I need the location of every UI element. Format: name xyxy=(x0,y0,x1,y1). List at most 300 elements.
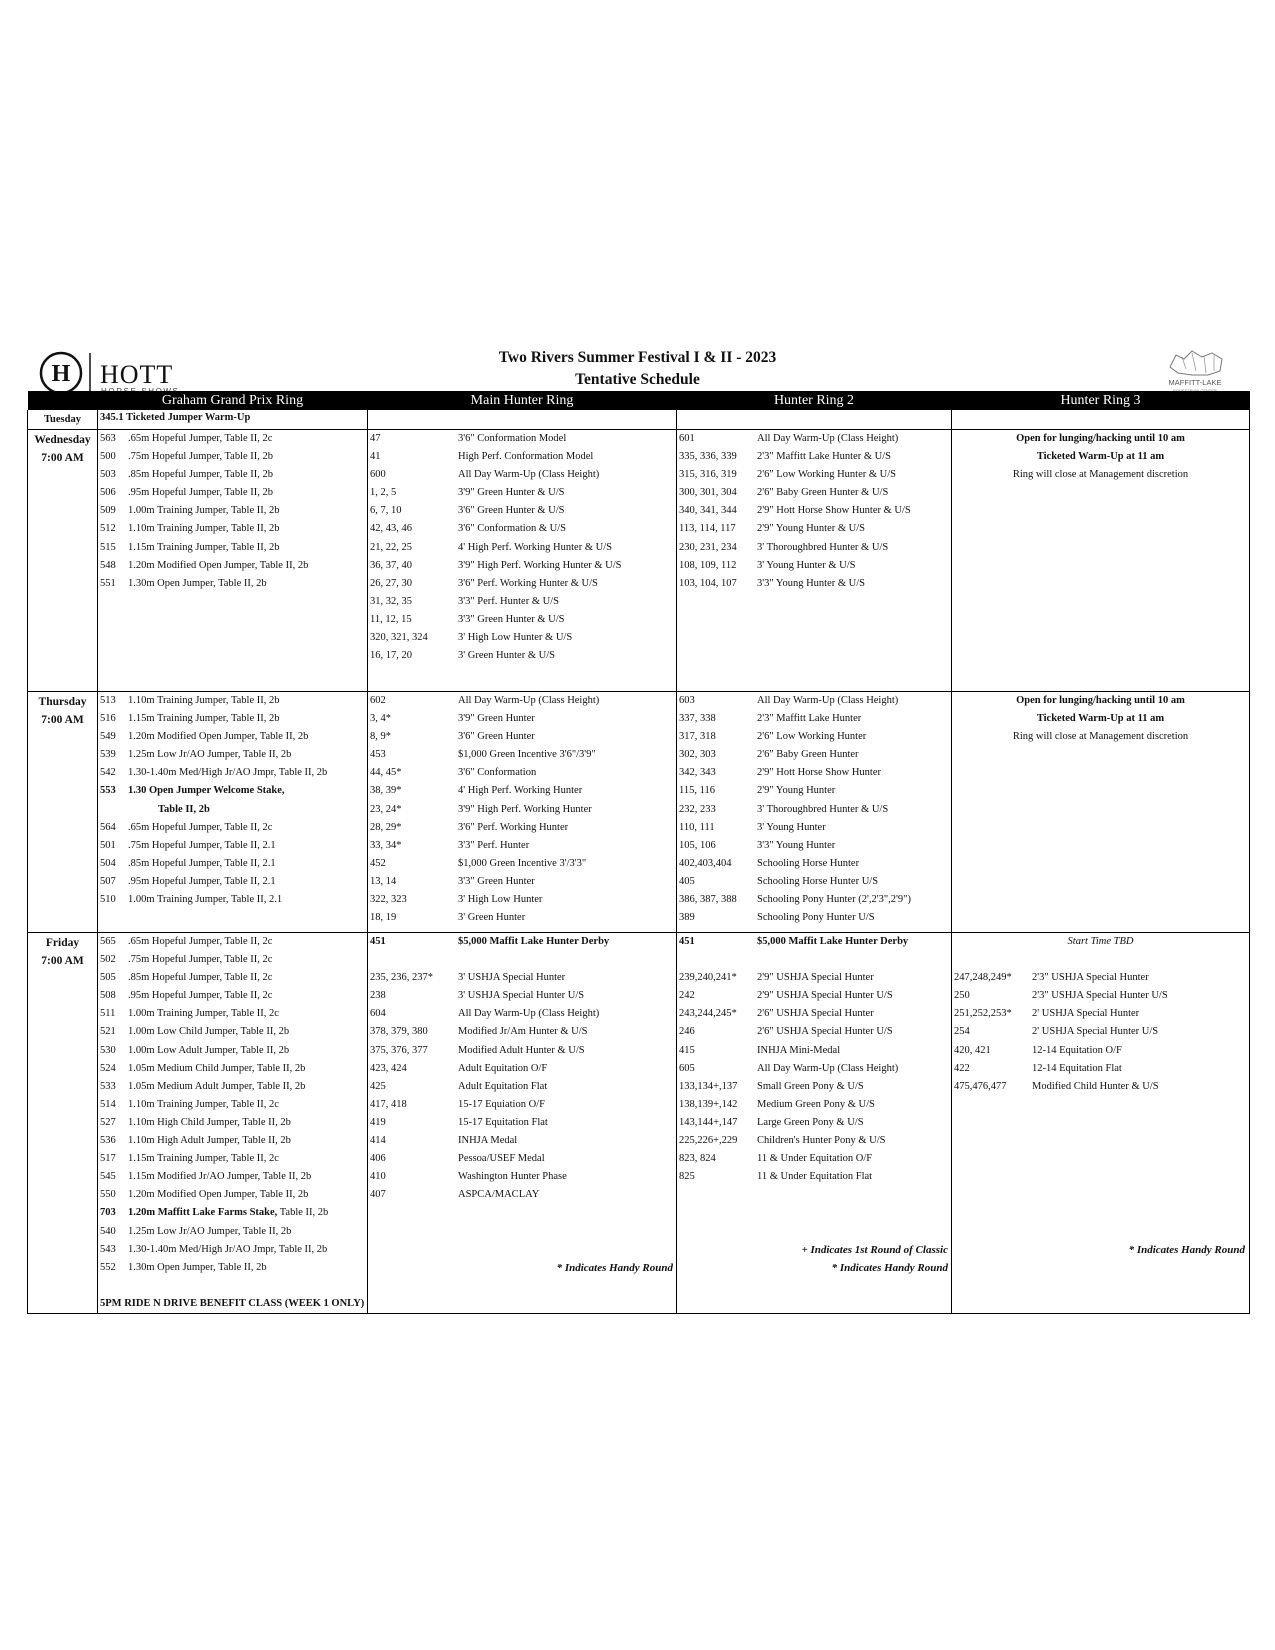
class-numbers: 405 xyxy=(679,875,695,887)
class-description: 15-17 Equitation Flat xyxy=(458,1116,548,1128)
class-description: Modified Jr/Am Hunter & U/S xyxy=(458,1026,588,1038)
class-numbers: 423, 424 xyxy=(370,1062,407,1074)
friday-ring2-derby xyxy=(677,933,951,951)
class-row xyxy=(98,855,367,873)
class-description: Adult Equitation O/F xyxy=(458,1062,548,1074)
friday-ring3-start: Start Time TBD xyxy=(1067,936,1134,947)
class-description: 3'6" Perf. Working Hunter & U/S xyxy=(458,577,598,589)
class-numbers: 335, 336, 339 xyxy=(679,451,737,463)
class-description: 3'9" High Perf. Working Hunter xyxy=(458,803,592,815)
class-row xyxy=(368,647,676,665)
thursday-row xyxy=(28,692,1250,933)
class-description: 3' High Low Hunter & U/S xyxy=(458,632,573,644)
class-row xyxy=(368,764,676,782)
class-description: INHJA Medal xyxy=(458,1135,518,1147)
class-row xyxy=(98,1204,367,1222)
class-numbers: 823, 824 xyxy=(679,1153,716,1165)
class-numbers: 110, 111 xyxy=(679,821,715,833)
class-row xyxy=(368,1114,676,1132)
class-description: Modified Child Hunter & U/S xyxy=(1032,1080,1159,1092)
class-description: 1.20m Modified Open Jumper, Table II, 2b xyxy=(128,559,309,571)
class-numbers: 563 xyxy=(100,433,116,444)
class-numbers: 452 xyxy=(370,857,386,869)
class-numbers: 13, 14 xyxy=(370,875,397,887)
friday-main-derby xyxy=(368,933,676,951)
friday-ring2-note-classic: + Indicates 1st Round of Classic xyxy=(801,1243,948,1256)
class-row xyxy=(98,466,367,484)
class-numbers: 143,144+,147 xyxy=(679,1116,738,1128)
class-row xyxy=(368,987,676,1005)
class-row xyxy=(677,1150,951,1168)
class-numbers: 602 xyxy=(370,695,386,706)
header-ring-3: Hunter Ring 3 xyxy=(952,391,1250,410)
class-row xyxy=(98,710,367,728)
class-row xyxy=(677,746,951,764)
class-description: Schooling Horse Hunter xyxy=(757,857,860,869)
class-description: 1.15m Training Jumper, Table II, 2b xyxy=(128,541,280,553)
class-row xyxy=(368,801,676,819)
class-description: 1.30-1.40m Med/High Jr/AO Jmpr, Table II, 2b xyxy=(128,767,328,779)
thursday-main-hunter-classes xyxy=(368,692,677,933)
class-description: All Day Warm-Up (Class Height) xyxy=(458,695,600,706)
page-title: Two Rivers Summer Festival I & II - 2023 xyxy=(498,349,777,366)
class-row xyxy=(98,1186,367,1204)
class-row xyxy=(98,933,367,951)
class-numbers: 527 xyxy=(100,1116,116,1128)
class-numbers: 232, 233 xyxy=(679,803,716,815)
class-row xyxy=(368,484,676,502)
class-description: 2'3" Maffitt Lake Hunter xyxy=(757,713,862,725)
class-row xyxy=(677,1096,951,1114)
class-description: 1.15m Training Jumper, Table II, 2c xyxy=(128,1153,279,1165)
class-description: 2'3" Maffitt Lake Hunter & U/S xyxy=(757,451,892,463)
class-numbers: 375, 376, 377 xyxy=(370,1044,428,1056)
thursday-ring2-classes xyxy=(677,692,952,933)
class-description: 1.00m Training Jumper, Table II, 2c xyxy=(128,1008,279,1020)
class-row xyxy=(368,909,676,927)
class-description: High Perf. Conformation Model xyxy=(458,451,594,463)
class-description: 15-17 Equiation O/F xyxy=(458,1098,545,1110)
class-numbers: 3, 4* xyxy=(370,713,391,725)
class-numbers: 703 xyxy=(100,1207,116,1219)
class-numbers: 340, 341, 344 xyxy=(679,505,737,517)
class-numbers: 605 xyxy=(679,1062,695,1074)
class-row xyxy=(368,837,676,855)
class-description-rest: Table II, 2b xyxy=(277,1207,329,1219)
friday-ring2-note-handy: * Indicates Handy Round xyxy=(831,1261,948,1274)
class-row xyxy=(98,557,367,575)
class-numbers: 549 xyxy=(100,731,116,743)
class-numbers: 337, 338 xyxy=(679,713,716,725)
header-ring-main-hunter: Main Hunter Ring xyxy=(368,391,677,410)
wednesday-ring2-classes xyxy=(677,430,952,692)
class-numbers: 509 xyxy=(100,505,116,517)
class-row xyxy=(368,448,676,466)
class-row xyxy=(677,873,951,891)
class-numbers: 548 xyxy=(100,559,116,571)
class-row xyxy=(98,987,367,1005)
friday-grand-prix-cell xyxy=(98,933,368,1314)
class-row xyxy=(98,1060,367,1078)
class-description: 1.15m Modified Jr/AO Jumper, Table II, 2b xyxy=(128,1171,312,1183)
class-numbers: 419 xyxy=(370,1116,386,1128)
class-row xyxy=(952,1023,1249,1041)
class-numbers: 28, 29* xyxy=(370,821,402,833)
class-description: 3'3" Green Hunter xyxy=(458,875,535,887)
class-numbers: 551 xyxy=(100,577,116,589)
class-numbers: 389 xyxy=(679,912,695,924)
class-description: 1.10m Training Jumper, Table II, 2b xyxy=(128,695,280,706)
class-description: 1.20m Modified Open Jumper, Table II, 2b xyxy=(128,1189,309,1201)
wednesday-label: Wednesday xyxy=(34,434,91,446)
class-description: 3' USHJA Special Hunter xyxy=(458,972,566,984)
class-row xyxy=(368,539,676,557)
class-row xyxy=(368,692,676,710)
class-description: 2'9" Hott Horse Show Hunter & U/S xyxy=(757,505,911,517)
class-row xyxy=(677,837,951,855)
class-description: 3'9" Green Hunter & U/S xyxy=(458,487,565,499)
class-description: 2'6" Low Working Hunter xyxy=(757,731,867,743)
friday-ring3-classes xyxy=(952,969,1249,1096)
class-numbers: 502 xyxy=(100,954,116,966)
class-row xyxy=(98,430,367,448)
class-row xyxy=(98,502,367,520)
friday-ring2-cell xyxy=(677,933,952,1314)
class-numbers: 33, 34* xyxy=(370,839,402,851)
class-row xyxy=(368,1078,676,1096)
class-row xyxy=(952,987,1249,1005)
class-numbers: 601 xyxy=(679,433,695,444)
thursday-ring3-line: Open for lunging/hacking until 10 am xyxy=(1016,695,1185,706)
class-row xyxy=(677,692,951,710)
class-row xyxy=(952,1042,1249,1060)
class-description: 2'9" USHJA Special Hunter xyxy=(757,972,874,984)
class-description: $1,000 Green Incentive 3'6"/3'9" xyxy=(458,749,596,761)
class-numbers: 315, 316, 319 xyxy=(679,469,737,481)
class-description: 3'3" Green Hunter & U/S xyxy=(458,613,565,625)
class-description: All Day Warm-Up (Class Height) xyxy=(757,695,899,706)
class-description: All Day Warm-Up (Class Height) xyxy=(757,433,899,444)
class-description: 2'9" Young Hunter & U/S xyxy=(757,523,865,535)
class-numbers: 386, 387, 388 xyxy=(679,894,737,906)
ring-header-row xyxy=(28,391,1250,410)
class-numbers: 516 xyxy=(100,713,116,725)
class-description: 1.05m Medium Adult Jumper, Table II, 2b xyxy=(128,1080,306,1092)
class-numbers: 475,476,477 xyxy=(954,1080,1007,1092)
class-description: 3' Green Hunter & U/S xyxy=(458,650,555,662)
class-description: 2'6" USHJA Special Hunter U/S xyxy=(757,1026,893,1038)
friday-main-note: * Indicates Handy Round xyxy=(556,1261,673,1274)
class-row xyxy=(677,1023,951,1041)
class-row xyxy=(368,1005,676,1023)
class-numbers: 415 xyxy=(679,1044,695,1056)
wednesday-row xyxy=(28,430,1250,692)
class-description: 1.15m Training Jumper, Table II, 2b xyxy=(128,713,280,725)
class-description: 1.25m Low Jr/AO Jumper, Table II, 2b xyxy=(128,1225,292,1237)
class-description: 3'6" Perf. Working Hunter xyxy=(458,821,569,833)
class-numbers: 42, 43, 46 xyxy=(370,523,412,535)
class-numbers: 6, 7, 10 xyxy=(370,505,402,517)
class-row xyxy=(368,520,676,538)
logo-venue-top: MAFFITT-LAKE xyxy=(1168,378,1222,387)
class-row xyxy=(98,1150,367,1168)
class-row xyxy=(677,764,951,782)
class-row xyxy=(98,1259,367,1277)
class-numbers: 105, 106 xyxy=(679,839,716,851)
class-description: 1.00m Low Child Jumper, Table II, 2b xyxy=(128,1026,290,1038)
svg-text:H: H xyxy=(51,361,71,387)
class-description: 2'6" Low Working Hunter & U/S xyxy=(757,469,897,481)
class-numbers: 47 xyxy=(370,433,381,444)
friday-time: 7:00 AM xyxy=(41,955,84,967)
class-numbers: 604 xyxy=(370,1008,386,1020)
class-description: $5,000 Maffit Lake Hunter Derby xyxy=(458,936,610,947)
class-row xyxy=(368,1096,676,1114)
class-numbers: 600 xyxy=(370,469,386,481)
class-description: 3'3" Young Hunter xyxy=(757,839,836,851)
class-numbers: 564 xyxy=(100,821,116,833)
friday-main-hunter-cell xyxy=(368,933,677,1314)
class-description: 2'6" Baby Green Hunter & U/S xyxy=(757,487,889,499)
class-description: 3'9" Green Hunter xyxy=(458,713,535,725)
class-description: 2'6" Baby Green Hunter xyxy=(757,749,859,761)
class-description: 3'6" Conformation xyxy=(458,767,537,779)
class-numbers: 16, 17, 20 xyxy=(370,650,412,662)
class-description: Small Green Pony & U/S xyxy=(757,1080,864,1092)
class-row xyxy=(98,575,367,593)
class-numbers: 530 xyxy=(100,1044,116,1056)
class-row xyxy=(98,1132,367,1150)
class-numbers: 36, 37, 40 xyxy=(370,559,412,571)
class-row xyxy=(677,987,951,1005)
class-row xyxy=(98,782,367,800)
class-numbers: 550 xyxy=(100,1189,116,1201)
thursday-label: Thursday xyxy=(38,696,87,708)
class-row xyxy=(98,1078,367,1096)
class-numbers: 254 xyxy=(954,1026,970,1038)
class-numbers: 402,403,404 xyxy=(679,857,732,869)
class-description-bold: 1.20m Maffitt Lake Farms Stake, xyxy=(128,1207,278,1219)
class-description: .85m Hopeful Jumper, Table II, 2.1 xyxy=(128,857,276,869)
class-row xyxy=(677,728,951,746)
class-numbers: 515 xyxy=(100,541,116,553)
class-numbers: 242 xyxy=(679,990,695,1002)
class-row xyxy=(677,1168,951,1186)
friday-grand-prix-classes xyxy=(98,933,367,1277)
class-description: 3' High Low Hunter xyxy=(458,894,543,906)
class-numbers: 133,134+,137 xyxy=(679,1080,738,1092)
friday-ring3-note: * Indicates Handy Round xyxy=(1128,1243,1245,1256)
class-description: 1.05m Medium Child Jumper, Table II, 2b xyxy=(128,1062,306,1074)
class-numbers: 521 xyxy=(100,1026,116,1038)
class-description: Modified Adult Hunter & U/S xyxy=(458,1044,585,1056)
thursday-ring3 xyxy=(952,692,1250,933)
class-numbers: 103, 104, 107 xyxy=(679,577,737,589)
class-numbers: 113, 114, 117 xyxy=(679,523,736,535)
wednesday-ring3-line: Ticketed Warm-Up at 11 am xyxy=(1036,451,1165,463)
header-day xyxy=(28,391,98,410)
class-row xyxy=(677,782,951,800)
class-row xyxy=(98,764,367,782)
friday-grand-prix-note: 5PM RIDE N DRIVE BENEFIT CLASS (WEEK 1 ONLY) xyxy=(100,1297,365,1309)
class-row xyxy=(368,873,676,891)
class-description: All Day Warm-Up (Class Height) xyxy=(458,469,600,481)
class-description: 1.10m Training Jumper, Table II, 2b xyxy=(128,523,280,535)
class-description: .65m Hopeful Jumper, Table II, 2c xyxy=(128,936,273,947)
class-description: 3'3" Perf. Hunter & U/S xyxy=(458,595,559,607)
class-description: 1.10m High Child Jumper, Table II, 2b xyxy=(128,1116,291,1128)
class-numbers: 31, 32, 35 xyxy=(370,595,412,607)
class-numbers: 514 xyxy=(100,1098,116,1110)
class-description: .95m Hopeful Jumper, Table II, 2.1 xyxy=(128,875,276,887)
class-numbers: 322, 323 xyxy=(370,894,407,906)
class-description: .85m Hopeful Jumper, Table II, 2c xyxy=(128,972,273,984)
class-description: 3' USHJA Special Hunter U/S xyxy=(458,990,585,1002)
wednesday-ring3-line: Ring will close at Management discretion xyxy=(1012,469,1189,481)
class-numbers: 300, 301, 304 xyxy=(679,487,737,499)
class-numbers: 511 xyxy=(100,1008,116,1020)
class-description: .95m Hopeful Jumper, Table II, 2c xyxy=(128,990,273,1002)
class-description: 11 & Under Equitation O/F xyxy=(757,1153,873,1165)
class-row xyxy=(677,819,951,837)
wednesday-time: 7:00 AM xyxy=(41,452,84,464)
class-description: 4' High Perf. Working Hunter & U/S xyxy=(458,541,612,553)
class-description: .75m Hopeful Jumper, Table II, 2.1 xyxy=(128,839,276,851)
thursday-day-cell xyxy=(28,692,98,933)
tuesday-row xyxy=(28,410,1250,430)
class-description: Large Green Pony & U/S xyxy=(757,1116,864,1128)
class-numbers: 230, 231, 234 xyxy=(679,541,737,553)
class-description: 1.10m Training Jumper, Table II, 2c xyxy=(128,1098,279,1110)
class-numbers: 420, 421 xyxy=(954,1044,991,1056)
class-numbers: 11, 12, 15 xyxy=(370,613,412,625)
class-row xyxy=(368,1060,676,1078)
class-row xyxy=(677,710,951,728)
class-numbers: 407 xyxy=(370,1189,386,1201)
class-numbers: 552 xyxy=(100,1261,116,1273)
class-description: 4' High Perf. Working Hunter xyxy=(458,785,583,797)
wednesday-ring3-line: Open for lunging/hacking until 10 am xyxy=(1016,433,1185,444)
class-description: 1.25m Low Jr/AO Jumper, Table II, 2b xyxy=(128,749,292,761)
friday-day-cell xyxy=(28,933,98,1314)
class-row xyxy=(677,466,951,484)
class-numbers: 451 xyxy=(370,936,386,947)
class-row xyxy=(677,575,951,593)
class-numbers: 406 xyxy=(370,1153,386,1165)
class-numbers: 505 xyxy=(100,972,116,984)
class-row xyxy=(368,969,676,987)
class-row xyxy=(677,430,951,448)
tuesday-label: Tuesday xyxy=(28,410,98,430)
class-numbers: 603 xyxy=(679,695,695,706)
class-row xyxy=(677,855,951,873)
class-numbers: 23, 24* xyxy=(370,803,402,815)
class-row xyxy=(677,969,951,987)
class-description: ASPCA/MACLAY xyxy=(458,1189,540,1201)
page-subtitle: Tentative Schedule xyxy=(575,371,700,388)
class-numbers: 825 xyxy=(679,1171,695,1183)
class-description: 1.00m Training Jumper, Table II, 2.1 xyxy=(128,894,283,906)
class-row xyxy=(677,448,951,466)
friday-ring3-cell xyxy=(952,933,1250,1314)
class-numbers: 506 xyxy=(100,487,116,499)
header-ring-2: Hunter Ring 2 xyxy=(677,391,952,410)
class-numbers: 342, 343 xyxy=(679,767,716,779)
class-numbers: 503 xyxy=(100,469,116,481)
class-row xyxy=(98,692,367,710)
class-description: 3' Thoroughbred Hunter & U/S xyxy=(757,541,889,553)
class-description: .65m Hopeful Jumper, Table II, 2c xyxy=(128,821,273,833)
class-numbers: 533 xyxy=(100,1080,116,1092)
class-row xyxy=(677,1078,951,1096)
class-numbers: 250 xyxy=(954,990,970,1002)
class-row xyxy=(98,728,367,746)
class-row xyxy=(368,1186,676,1204)
class-description: Table II, 2b xyxy=(158,803,210,815)
class-row xyxy=(368,575,676,593)
class-row xyxy=(98,837,367,855)
class-row xyxy=(98,819,367,837)
class-description: 1.30-1.40m Med/High Jr/AO Jmpr, Table II, 2b xyxy=(128,1243,328,1255)
class-description: .95m Hopeful Jumper, Table II, 2b xyxy=(128,487,274,499)
class-numbers: 539 xyxy=(100,749,116,761)
class-row xyxy=(952,969,1249,987)
class-row xyxy=(368,710,676,728)
class-numbers: 510 xyxy=(100,894,116,906)
class-description: INHJA Mini-Medal xyxy=(757,1044,841,1056)
class-description: $1,000 Green Incentive 3'/3'3" xyxy=(458,857,587,869)
class-description: 2'3" USHJA Special Hunter U/S xyxy=(1032,990,1168,1002)
class-description: Schooling Horse Hunter U/S xyxy=(757,875,879,887)
class-numbers: 247,248,249* xyxy=(954,972,1012,984)
class-row xyxy=(98,1042,367,1060)
class-row xyxy=(98,891,367,909)
class-row xyxy=(368,430,676,448)
class-row xyxy=(368,891,676,909)
class-numbers: 235, 236, 237* xyxy=(370,972,433,984)
class-row xyxy=(952,1060,1249,1078)
class-row xyxy=(368,1042,676,1060)
class-row xyxy=(98,1005,367,1023)
class-row xyxy=(98,1096,367,1114)
class-description: 12-14 Equitation Flat xyxy=(1032,1062,1122,1074)
class-numbers: 517 xyxy=(100,1153,116,1165)
class-numbers: 238 xyxy=(370,990,386,1002)
class-row xyxy=(368,782,676,800)
class-row xyxy=(368,502,676,520)
class-description: 1.00m Training Jumper, Table II, 2b xyxy=(128,505,280,517)
class-row xyxy=(98,1223,367,1241)
class-numbers: 422 xyxy=(954,1062,970,1074)
class-numbers: 553 xyxy=(100,785,116,797)
class-row xyxy=(98,951,367,969)
class-numbers: 38, 39* xyxy=(370,785,402,797)
class-numbers: 453 xyxy=(370,749,386,761)
class-row xyxy=(368,1023,676,1041)
class-description: 3'3" Perf. Hunter xyxy=(458,839,530,851)
class-row xyxy=(368,1150,676,1168)
class-row xyxy=(677,1005,951,1023)
class-description: 3'6" Conformation Model xyxy=(458,433,567,444)
class-row xyxy=(368,855,676,873)
class-numbers: 225,226+,229 xyxy=(679,1135,738,1147)
wednesday-day-cell xyxy=(28,430,98,692)
class-description: 1.30m Open Jumper, Table II, 2b xyxy=(128,1261,267,1273)
class-description: 2'9" USHJA Special Hunter U/S xyxy=(757,990,893,1002)
class-numbers: 378, 379, 380 xyxy=(370,1026,428,1038)
thursday-ring3-line: Ring will close at Management discretion xyxy=(1012,731,1189,743)
class-row xyxy=(368,466,676,484)
